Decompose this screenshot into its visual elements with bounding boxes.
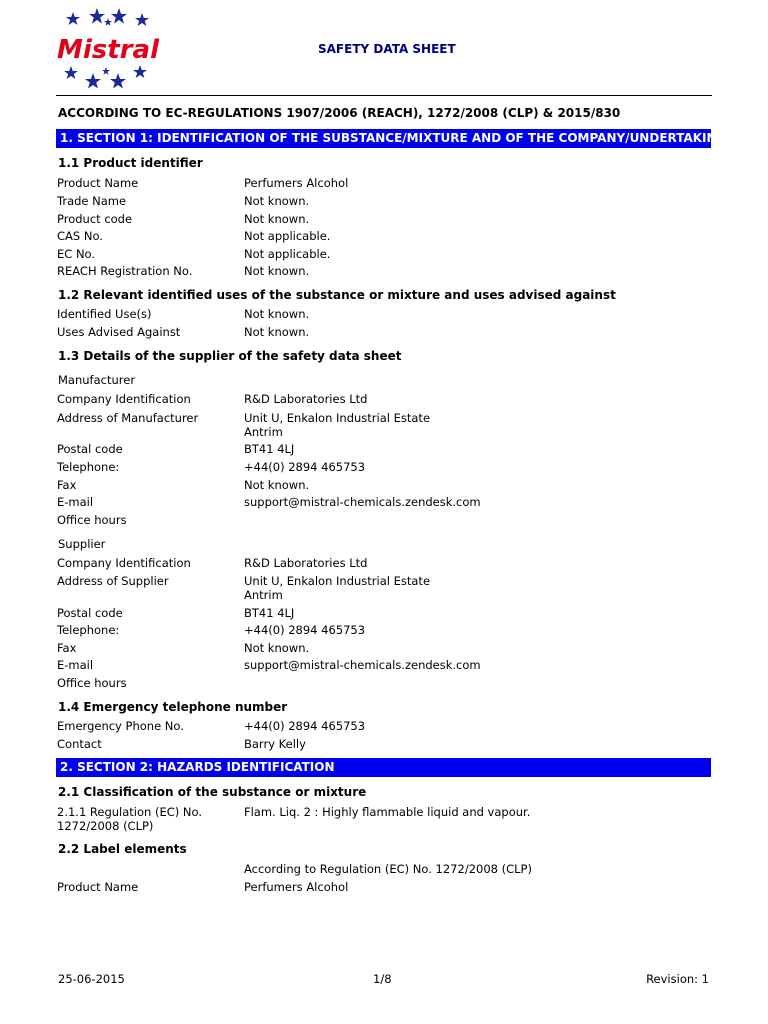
section-1-bar: 1. SECTION 1: IDENTIFICATION OF THE SUBSTANCE/MIXTURE AND OF THE COMPANY/UNDERTAKING: [56, 129, 711, 148]
heading-1-3: 1.3 Details of the supplier of the safety data sheet: [58, 349, 402, 363]
star-icon: [111, 8, 127, 24]
heading-1-2: 1.2 Relevant identified uses of the substance or mixture and uses advised against: [58, 288, 616, 302]
star-icon: [135, 13, 149, 26]
star-icon: [133, 65, 147, 78]
heading-1-1: 1.1 Product identifier: [58, 156, 203, 170]
field-value: R&D Laboratories Ltd: [244, 392, 368, 406]
field-label: Uses Advised Against: [57, 325, 181, 339]
star-icon: [102, 67, 110, 75]
email-link[interactable]: support@mistral-chemicals.zendesk.com: [244, 495, 481, 509]
field-label: E-mail: [57, 495, 94, 509]
field-label: EC No.: [57, 247, 96, 261]
field-value: Not known.: [244, 264, 310, 278]
field-label: Product Name: [57, 176, 139, 190]
header-divider: [56, 95, 712, 96]
field-label: 2.1.1 Regulation (EC) No.: [57, 805, 202, 819]
field-label: Trade Name: [57, 194, 127, 208]
field-value: Not known.: [244, 212, 310, 226]
field-label: 1272/2008 (CLP): [57, 819, 154, 833]
field-label: Fax: [57, 478, 77, 492]
manufacturer-label: Manufacturer: [58, 373, 136, 387]
email-link[interactable]: support@mistral-chemicals.zendesk.com: [244, 658, 481, 672]
field-label: Product code: [57, 212, 133, 226]
star-icon: [104, 18, 112, 26]
field-label: Telephone:: [57, 460, 120, 474]
field-label: Address of Manufacturer: [57, 411, 199, 425]
field-value: Not known.: [244, 641, 310, 655]
field-label: Office hours: [57, 513, 127, 527]
field-label: Product Name: [57, 880, 139, 894]
field-label: Fax: [57, 641, 77, 655]
field-value: Flam. Liq. 2 : Highly flammable liquid and vapour.: [244, 805, 531, 819]
field-value: +44(0) 2894 465753: [244, 623, 366, 637]
heading-1-4: 1.4 Emergency telephone number: [58, 700, 288, 714]
field-label: Telephone:: [57, 623, 120, 637]
field-label: Postal code: [57, 606, 123, 620]
field-label: REACH Registration No.: [57, 264, 193, 278]
field-value: R&D Laboratories Ltd: [244, 556, 368, 570]
field-value: Perfumers Alcohol: [244, 176, 349, 190]
field-value: Not known.: [244, 194, 310, 208]
field-value: Not applicable.: [244, 247, 331, 261]
field-label: Identified Use(s): [57, 307, 152, 321]
star-icon: [66, 12, 80, 25]
field-value: Antrim: [244, 588, 283, 602]
field-label: Office hours: [57, 676, 127, 690]
field-value: Perfumers Alcohol: [244, 880, 349, 894]
field-value: Not known.: [244, 325, 310, 339]
heading-2-1: 2.1 Classification of the substance or mixture: [58, 785, 367, 799]
field-value: Barry Kelly: [244, 737, 306, 751]
regulations-heading: ACCORDING TO EC-REGULATIONS 1907/2006 (REACH), 1272/2008 (CLP) & 2015/830: [58, 106, 621, 120]
star-icon: [110, 73, 126, 89]
supplier-label: Supplier: [58, 537, 106, 551]
star-icon: [85, 73, 101, 89]
field-value: Unit U, Enkalon Industrial Estate: [244, 411, 431, 425]
field-value: BT41 4LJ: [244, 606, 295, 620]
field-label: Contact: [57, 737, 102, 751]
star-icon: [64, 66, 78, 79]
field-value: According to Regulation (EC) No. 1272/2008 (CLP): [244, 862, 532, 876]
field-value: +44(0) 2894 465753: [244, 719, 366, 733]
field-value: Not applicable.: [244, 229, 331, 243]
section-2-bar: 2. SECTION 2: HAZARDS IDENTIFICATION: [56, 758, 711, 777]
field-label: Company Identification: [57, 556, 191, 570]
footer-revision: Revision: 1: [646, 972, 709, 986]
footer-page-number: 1/8: [373, 972, 392, 986]
field-value: Antrim: [244, 425, 283, 439]
footer-date: 25-06-2015: [58, 972, 125, 986]
field-label: CAS No.: [57, 229, 103, 243]
field-label: Company Identification: [57, 392, 191, 406]
field-value: Not known.: [244, 478, 310, 492]
field-label: E-mail: [57, 658, 94, 672]
field-value: BT41 4LJ: [244, 442, 295, 456]
document-title: SAFETY DATA SHEET: [318, 42, 456, 56]
field-value: +44(0) 2894 465753: [244, 460, 366, 474]
field-label: Postal code: [57, 442, 123, 456]
logo-text: Mistral: [57, 35, 159, 65]
heading-2-2: 2.2 Label elements: [58, 842, 187, 856]
field-value: Not known.: [244, 307, 310, 321]
field-value: Unit U, Enkalon Industrial Estate: [244, 574, 431, 588]
star-icon: [89, 8, 105, 24]
field-label: Emergency Phone No.: [57, 719, 184, 733]
mistral-logo: [56, 4, 160, 96]
field-label: Address of Supplier: [57, 574, 169, 588]
